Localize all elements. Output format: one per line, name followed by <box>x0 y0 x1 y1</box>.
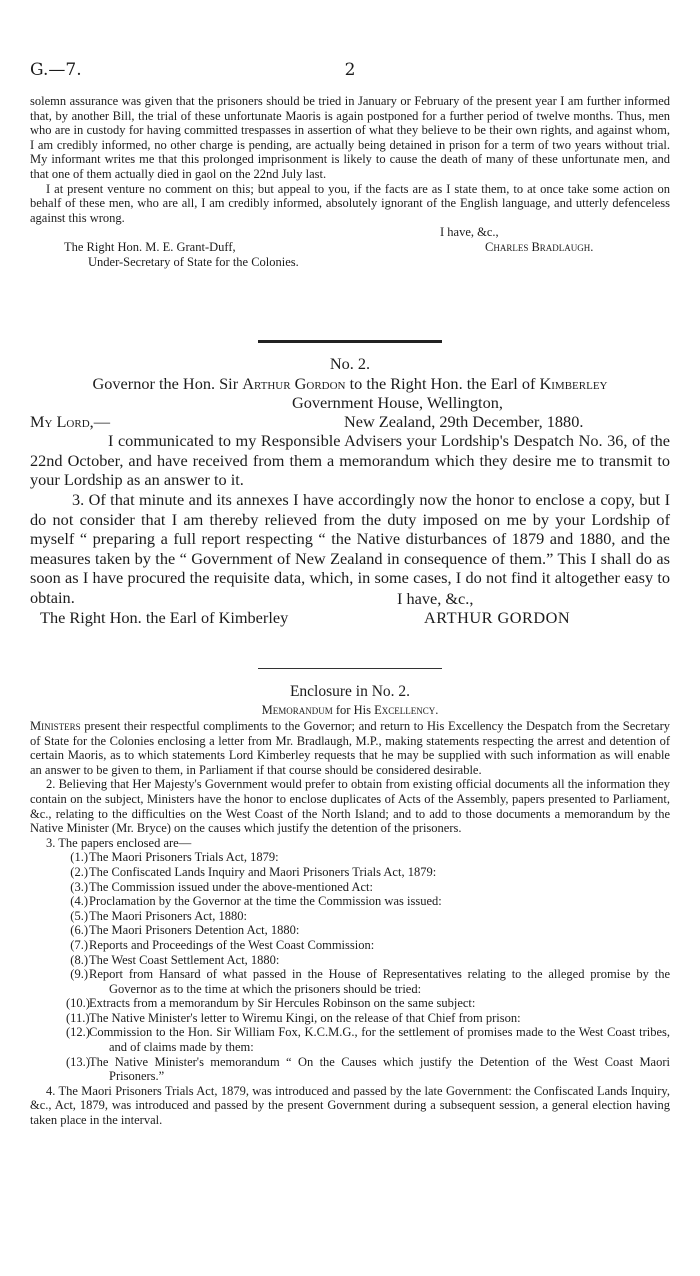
item-number: (9.) <box>70 967 88 982</box>
despatch-no-2 <box>30 354 670 627</box>
memo-paragraph: 4. The Maori Prisoners Trials Act, 1879, was introduced and passed by the late Government: the Confiscated Lands Inquiry, &c., Act, 1879, was introduced and passed by the present Government during a subsequent session, a general election having taken place in the interval. <box>30 1083 670 1128</box>
list-item <box>30 1055 670 1084</box>
list-item <box>30 880 670 895</box>
item-number: (11.) <box>66 1010 90 1025</box>
addressee-title-row <box>30 255 670 270</box>
item-text: Commission to the Hon. Sir William Fox, K.C.M.G., for the settlement of promises made to the West Coast tribes, and of claims made by them: <box>89 1025 670 1055</box>
item-text: Reports and Proceedings of the West Coast Commission: <box>89 937 375 952</box>
despatch-closing: I have, &c., <box>397 588 474 608</box>
item-text: Report from Hansard of what passed in the House of Representatives relating to the alleged promise by the Governor as to the time at which the prisoners should be tried: <box>89 967 670 996</box>
list-item <box>30 923 670 938</box>
item-text: The Maori Prisoners Detention Act, 1880: <box>89 923 300 938</box>
section-divider <box>258 668 442 669</box>
address-line-2: New Zealand, 29th December, 1880. <box>344 412 584 432</box>
page-header <box>30 60 670 84</box>
item-number: (6.) <box>70 923 88 938</box>
list-item <box>30 1011 670 1026</box>
address-line-1: Government House, Wellington, <box>292 393 503 413</box>
despatch-title <box>30 374 670 394</box>
addressee-row <box>30 240 670 255</box>
list-item <box>30 1025 670 1054</box>
item-number: (12.) <box>66 1025 90 1040</box>
item-text: The Maori Prisoners Trials Act, 1879: <box>89 850 279 865</box>
address-row-2 <box>30 412 670 431</box>
memo-paragraph: 2. Believing that Her Majesty's Government would prefer to obtain from existing official documents all the information they contain on the subject, Ministers have the honor to enclose duplicates of Acts of the Assembly, papers presented to Parliament, &c., relating to the difficulties on the West Coast of the North Island; and to add to those documents a memorandum by the Native Minister (Mr. Bryce) on the causes which justify the detention of the prisoners. <box>30 777 670 836</box>
list-item <box>30 909 670 924</box>
list-item <box>30 938 670 953</box>
addressee-name: The Right Hon. M. E. Grant-Duff, <box>64 240 236 255</box>
item-text: The Native Minister's memorandum “ On the Causes which justify the Detention of the West Coast Maori Prisoners.” <box>89 1054 670 1084</box>
memo-paragraph <box>30 719 670 777</box>
list-item <box>30 894 670 909</box>
item-number: (5.) <box>70 908 88 923</box>
list-item <box>30 850 670 865</box>
item-number: (13.) <box>66 1054 90 1069</box>
subheading-part: for His <box>332 703 375 717</box>
subheading-part: Excellency. <box>374 703 439 717</box>
item-number: (4.) <box>70 894 88 909</box>
item-text: Extracts from a memorandum by Sir Hercules Robinson on the same subject: <box>89 996 476 1011</box>
despatch-paragraph: 3. Of that minute and its annexes I have accordingly now the honor to enclose a copy, but I do not consider that I am thereby relieved from the duty imposed on me by your Lordship of myself “ preparing a full report respecting “ the Native disturbances of 1879 and 1880, and the measures taken by the “ Government of New Zealand in consequence of them.” This I shall do as soon as I have procured the requisite data, which, in some cases, I do not find it altogether easy to obtain. <box>30 489 670 607</box>
enclosure-heading: Enclosure in No. 2. <box>289 683 411 700</box>
address-row-1 <box>30 393 670 412</box>
enclosed-papers-list <box>30 850 670 1084</box>
document-reference: G.—7. <box>30 60 82 80</box>
memo-paragraph: 3. The papers enclosed are— <box>46 835 192 850</box>
section-divider <box>258 340 442 343</box>
despatch-closing-row <box>30 589 670 608</box>
item-text: The West Coast Settlement Act, 1880: <box>89 952 280 967</box>
governor-name: Arthur Gordon <box>242 373 346 393</box>
title-part: to the Right Hon. the Earl of <box>345 373 540 393</box>
despatch-heading: No. 2. <box>329 354 371 373</box>
letter-continuation <box>30 94 670 270</box>
despatch-paragraph: I communicated to my Responsible Advisers your Lordship's Despatch No. 36, of the 22nd October, and have received from them a memorandum which they desire me to transmit to your Lordship as an answer to it. <box>30 431 670 490</box>
addressee-title: Under-Secretary of State for the Colonies. <box>88 255 299 270</box>
list-item <box>30 996 670 1011</box>
list-item <box>30 953 670 968</box>
enclosure <box>30 682 670 1128</box>
letter-paragraph: solemn assurance was given that the prisoners should be tried in January or February of the present year I am further informed that, by another Bill, the trial of these unfortunate Maoris is again postponed for a further period of twelve months. Thus, men who are in custody for having committed trespasses in assertion of what they believe to be their own rights, and against whom, I am credibly informed, no other charge is pending, are actually being detained in prison for a term of two years without trial. My informant writes me that this prolonged imprisonment is likely to cause the death of many of these unfortunate men, and that one of them actually died in gaol on the 22nd July last. <box>30 94 670 181</box>
memo-lead: Ministers <box>30 719 81 733</box>
item-number: (7.) <box>70 937 88 952</box>
salutation: My Lord,— <box>30 412 111 432</box>
letter-paragraph: I at present venture no comment on this; but appeal to you, if the facts are as I state them, to at once take some action on behalf of these men, who are all, I am credibly informed, absolutely ignorant of the English language, and utterly defenceless against this wrong. <box>30 181 670 225</box>
item-number: (10.) <box>66 996 90 1011</box>
item-number: (8.) <box>70 952 88 967</box>
item-text: The Maori Prisoners Act, 1880: <box>89 908 247 923</box>
item-text: Proclamation by the Governor at the time the Commission was issued: <box>89 894 442 909</box>
item-number: (1.) <box>70 850 88 865</box>
despatch-sign-row <box>30 608 670 627</box>
list-item <box>30 967 670 996</box>
item-text: The Native Minister's letter to Wiremu Kingi, on the release of that Chief from prison: <box>89 1010 521 1025</box>
despatch-addressee: The Right Hon. the Earl of Kimberley <box>40 607 289 627</box>
item-number: (2.) <box>70 864 88 879</box>
item-text: The Confiscated Lands Inquiry and Maori Prisoners Trials Act, 1879: <box>89 864 437 879</box>
earl-name: Kimberley <box>539 373 608 393</box>
letter-closing: I have, &c., <box>440 225 499 240</box>
item-text: The Commission issued under the above-mentioned Act: <box>89 879 373 894</box>
memo-text: present their respectful compliments to the Governor; and return to His Excellency the Despatch from the Secretary of State for the Colonies enclosing a letter from Mr. Bradlaugh, M.P., making statements respecting the arrest and detention of certain Maoris, as to which statements Lord Kimberley requests that he may be supplied with such information as will enable an answer to be given to them, in Parliament if that course should be considered desirable. <box>30 719 670 777</box>
despatch-signature: ARTHUR GORDON <box>424 607 571 627</box>
title-part: Governor the Hon. Sir <box>92 373 243 393</box>
page-number: 2 <box>344 60 356 80</box>
letter-signature: Charles Bradlaugh. <box>485 240 594 255</box>
enclosure-subheading <box>30 702 670 719</box>
item-number: (3.) <box>70 879 88 894</box>
subheading-part: Memorandum <box>261 703 333 717</box>
list-item <box>30 865 670 880</box>
letter-closing-row <box>30 225 670 240</box>
